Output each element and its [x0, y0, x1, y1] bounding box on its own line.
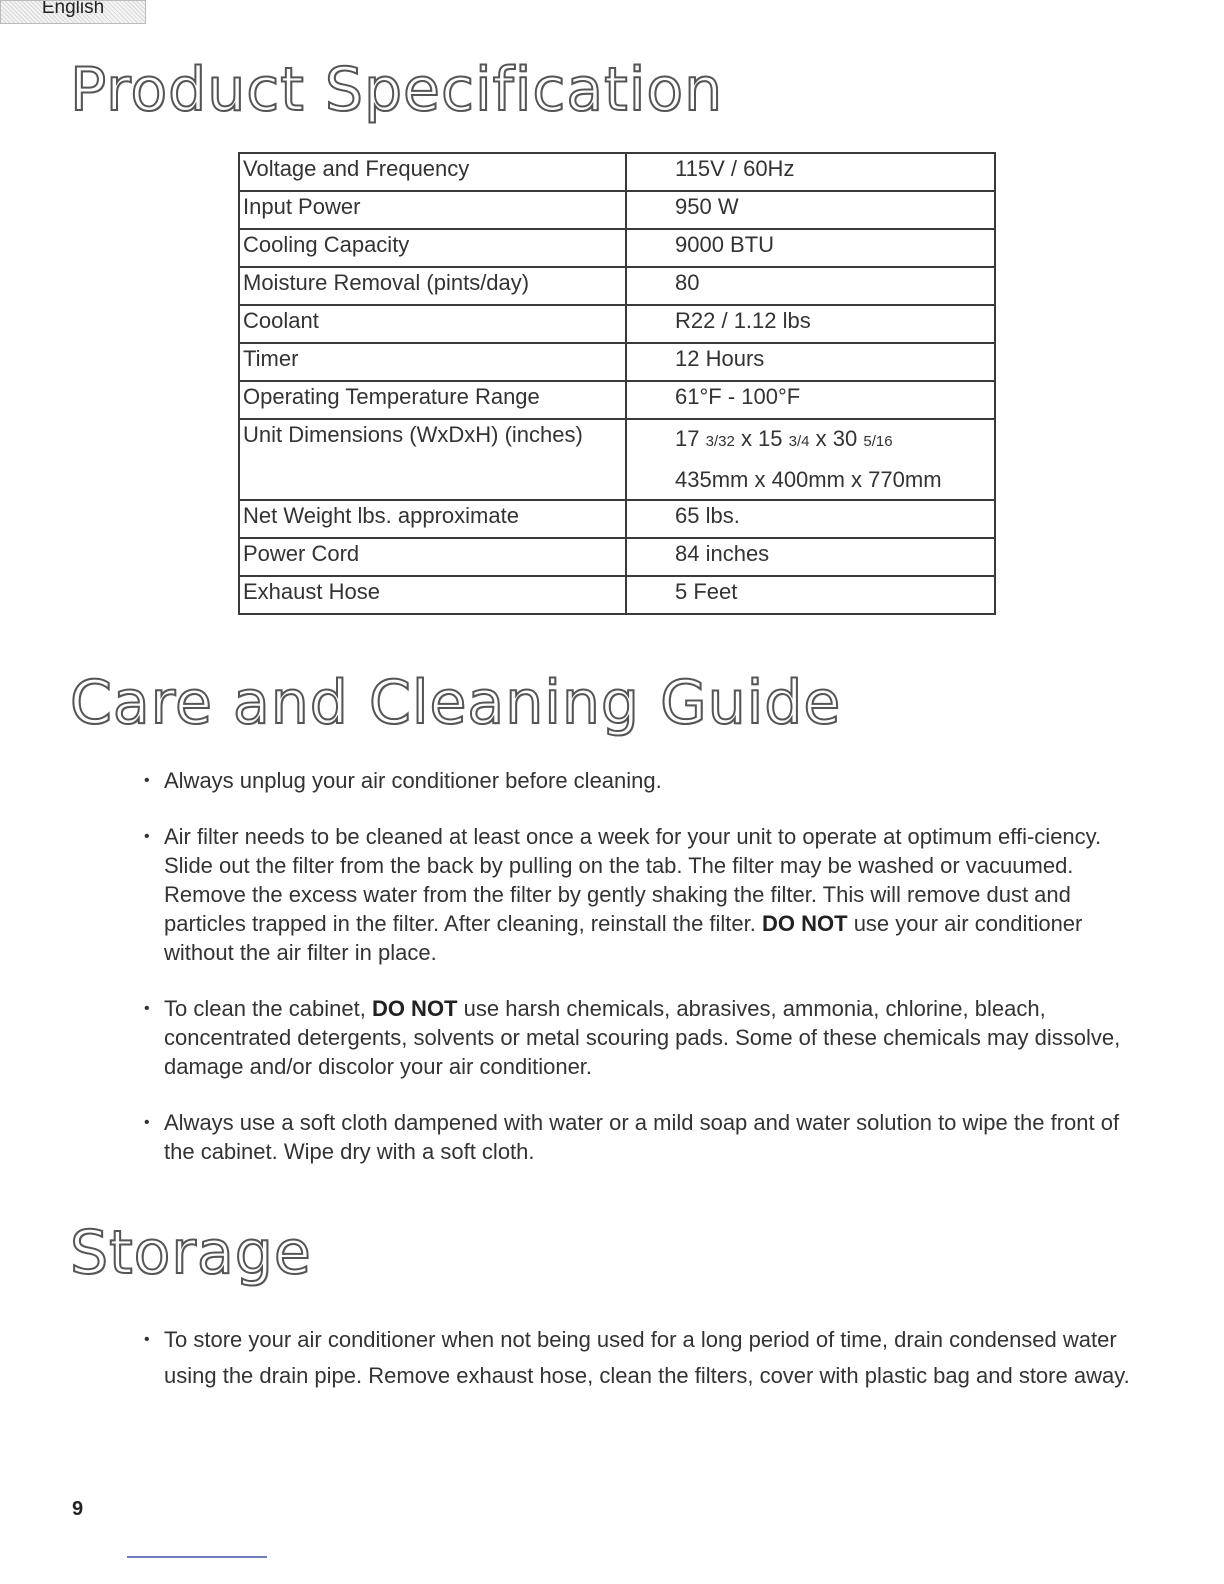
list-item: • Always unplug your air conditioner before cleaning.: [142, 766, 1142, 795]
spec-row: [239, 191, 995, 229]
spec-label: Moisture Removal (pints/day): [239, 267, 626, 305]
spec-row: [239, 267, 995, 305]
spec-value: 5 Feet: [626, 576, 995, 614]
spec-value: 61°F - 100°F: [626, 381, 995, 419]
spec-label: Power Cord: [239, 538, 626, 576]
list-item: • To clean the cabinet, DO NOT use harsh chemicals, abrasives, ammonia, chlorine, bleach, concentrated detergents, solvents or metal scouring pads. Some of these chemicals may dissolve, damage and/or discolor your air conditioner.: [142, 994, 1142, 1081]
spec-label: Input Power: [239, 191, 626, 229]
spec-row: [239, 381, 995, 419]
storage-list: [142, 1322, 1142, 1421]
list-item: • Always use a soft cloth dampened with water or a mild soap and water solution to wipe the front of the cabinet. Wipe dry with a soft cloth.: [142, 1108, 1142, 1166]
spec-row: [239, 305, 995, 343]
spec-value: R22 / 1.12 lbs: [626, 305, 995, 343]
spec-value: 84 inches: [626, 538, 995, 576]
spec-value: 950 W: [626, 191, 995, 229]
spec-row: [239, 538, 995, 576]
language-tab: English: [0, 0, 146, 24]
footer-divider: [127, 1556, 267, 1558]
spec-value: 65 lbs.: [626, 500, 995, 538]
spec-label: Operating Temperature Range: [239, 381, 626, 419]
page-number: 9: [72, 1498, 84, 1520]
spec-value: [626, 419, 995, 500]
spec-label: Coolant: [239, 305, 626, 343]
care-list: [142, 766, 1142, 1193]
spec-row: [239, 153, 995, 191]
spec-table: [238, 152, 996, 615]
list-item: • To store your air conditioner when not being used for a long period of time, drain condensed water using the drain pipe. Remove exhaust hose, clean the filters, cover with plastic bag and store away.: [142, 1322, 1142, 1394]
spec-row: [239, 500, 995, 538]
spec-label: Voltage and Frequency: [239, 153, 626, 191]
care-and-cleaning-title: Care and Cleaning Guide: [70, 668, 842, 738]
spec-row: [239, 229, 995, 267]
spec-value: 9000 BTU: [626, 229, 995, 267]
storage-title: Storage: [70, 1218, 312, 1288]
spec-row: [239, 576, 995, 614]
spec-value: 115V / 60Hz: [626, 153, 995, 191]
list-item: • Air filter needs to be cleaned at least once a week for your unit to operate at optimum effi-ciency. Slide out the filter from the back by pulling on the tab. The filter may be washed or vacuumed. Remove the excess water from the filter by gently shaking the filter. This will remove dust and particles trapped in the filter. After cleaning, reinstall the filter. DO NOT use your air conditioner without the air filter in place.: [142, 822, 1142, 967]
spec-label: Timer: [239, 343, 626, 381]
product-specification-title: Product Specification: [70, 55, 724, 125]
spec-value: 80: [626, 267, 995, 305]
spec-row: [239, 343, 995, 381]
dimensions-metric: 435mm x 400mm x 770mm: [675, 467, 942, 492]
spec-value: 12 Hours: [626, 343, 995, 381]
dimensions-inches: 17 3/32 x 15 3/4 x 30 5/16: [675, 426, 893, 451]
spec-label: Net Weight lbs. approximate: [239, 500, 626, 538]
spec-label: Unit Dimensions (WxDxH) (inches): [239, 419, 626, 500]
spec-label: Cooling Capacity: [239, 229, 626, 267]
spec-row-dimensions: [239, 419, 995, 500]
spec-label: Exhaust Hose: [239, 576, 626, 614]
